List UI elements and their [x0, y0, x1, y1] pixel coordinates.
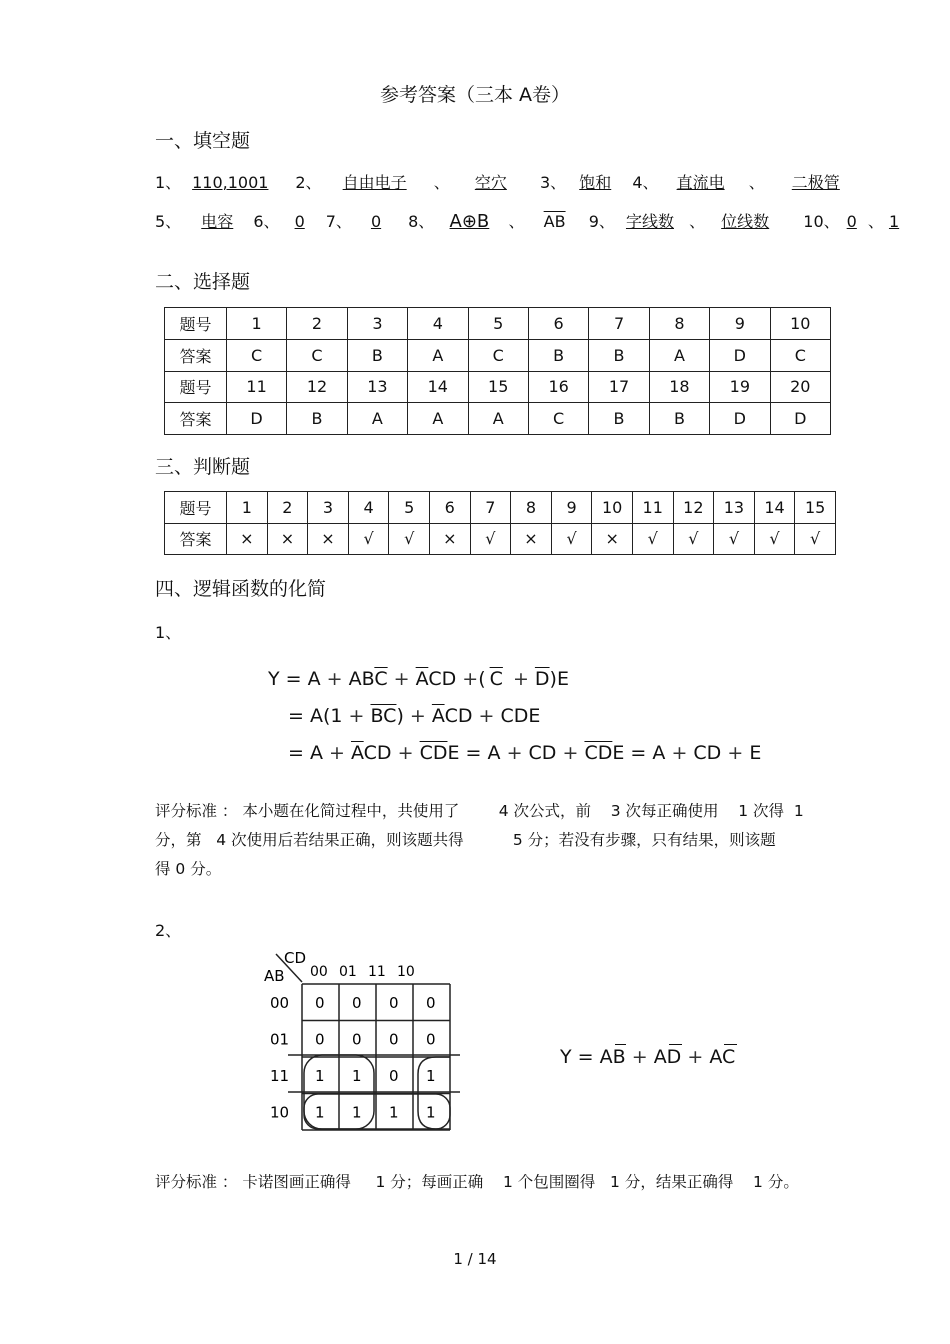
kmap-cell: 1: [352, 1103, 362, 1122]
table-cell: 11: [632, 492, 673, 524]
table-cell: A: [408, 339, 468, 371]
table-cell: 20: [770, 371, 830, 403]
table-cell: ×: [592, 523, 633, 555]
kmap-row-label: 01: [270, 1030, 290, 1049]
fill-num-9: 9、: [588, 212, 615, 231]
result-term-1: AB: [599, 1046, 626, 1068]
kmap-row-var: AB: [264, 967, 285, 985]
result-symbol: +: [631, 1046, 648, 1068]
eq-symbol: =: [288, 705, 304, 727]
eq-symbol: CD: [428, 668, 457, 690]
eq-symbol: $\overline{A}$: [431, 705, 445, 727]
kmap-row-label: 11: [270, 1067, 290, 1085]
table-cell: 14: [408, 371, 468, 403]
table-cell: 6: [528, 308, 588, 340]
table-cell: 11: [226, 371, 286, 403]
table-cell: D: [710, 403, 770, 435]
eq-symbol: $\overline{CD}$: [419, 742, 448, 764]
eq-symbol: +: [329, 742, 345, 764]
table-cell: 18: [649, 371, 709, 403]
fill-num-4: 4、: [632, 173, 659, 192]
kmap-col-label: 11: [368, 964, 386, 980]
fill-num-6: 6、: [253, 212, 280, 231]
eq-symbol: CD: [693, 742, 722, 764]
result-term-2: AD: [653, 1046, 682, 1068]
table-cell: ×: [511, 523, 552, 555]
table-cell: 4: [408, 308, 468, 340]
section-simplify-heading: 四、逻辑函数的化简: [155, 578, 327, 600]
fill-answer-8b: $\overline{AB}$: [543, 212, 566, 231]
table-cell: 10: [770, 308, 830, 340]
eq-symbol: A: [487, 742, 501, 764]
kmap-col-label: 10: [397, 964, 415, 980]
fill-sep-10: 、: [867, 212, 884, 231]
eq-symbol: $\overline{D}$: [534, 668, 550, 690]
table-cell: 14: [754, 492, 795, 524]
judge-table-row: [165, 492, 836, 524]
table-cell: 13: [714, 492, 755, 524]
table-cell: √: [795, 523, 836, 555]
choice-table-row: [165, 339, 831, 371]
fill-sep-4: 、: [748, 173, 765, 192]
page-number: 1 / 14: [453, 1250, 497, 1268]
section-choice-heading: 二、选择题: [155, 271, 251, 293]
overbar-d: [669, 1044, 682, 1045]
fill-num-8: 8、: [408, 212, 435, 231]
table-cell: C: [528, 403, 588, 435]
grading-line: 评分标准 ： 本小题在化简过程中，共使用了 4 次公式，前 3 次每正确使用 1 次得 1: [155, 802, 804, 820]
table-cell: 8: [649, 308, 709, 340]
kmap-cell: 1: [315, 1067, 325, 1085]
judge-table: [164, 491, 836, 555]
table-cell: √: [348, 523, 389, 555]
fill-num-3: 3、: [539, 173, 567, 192]
section-judge-heading: 三、判断题: [155, 456, 251, 478]
eq-symbol: +: [506, 742, 523, 764]
fill-answer-2a: 自由电子: [342, 173, 407, 192]
kmap-cell: 1: [315, 1103, 325, 1122]
fill-line-2: [155, 209, 899, 231]
table-cell: B: [347, 339, 407, 371]
kmap-row-label: 10: [270, 1103, 290, 1122]
eq-symbol: +: [409, 705, 426, 727]
table-cell: A: [649, 339, 709, 371]
overbar-c: [724, 1044, 737, 1045]
grading-text-1: [155, 797, 804, 884]
table-row-header: 答案: [165, 403, 227, 435]
eq-symbol: E: [612, 742, 625, 764]
table-cell: B: [589, 339, 649, 371]
eq-symbol: ): [396, 705, 404, 727]
eq-symbol: (: [478, 668, 486, 690]
eq-symbol: =: [288, 742, 304, 764]
eq-symbol: $\overline{C}$: [374, 668, 388, 690]
eq-symbol: +: [512, 668, 529, 690]
eq-symbol: A(1: [309, 705, 343, 727]
result-symbol: =: [577, 1046, 594, 1068]
table-cell: A: [468, 403, 528, 435]
table-cell: B: [287, 403, 347, 435]
kmap-cell: 1: [352, 1067, 362, 1085]
kmap-cell: 0: [315, 994, 325, 1012]
table-cell: D: [226, 403, 286, 435]
result-term-3: AC: [709, 1046, 736, 1068]
karnaugh-map: [258, 944, 478, 1139]
fill-answer-9b: 位线数: [721, 212, 770, 231]
fill-num-7: 7、: [325, 212, 352, 231]
eq-symbol: +: [727, 742, 744, 764]
eq-symbol: =: [285, 668, 302, 690]
kmap-cell: 0: [389, 994, 399, 1012]
table-cell: 2: [267, 492, 308, 524]
table-cell: √: [714, 523, 755, 555]
eq-symbol: AB: [348, 668, 375, 690]
table-cell: C: [226, 339, 286, 371]
table-cell: ×: [429, 523, 470, 555]
table-cell: B: [528, 339, 588, 371]
eq-symbol: $\overline{C}$: [489, 668, 503, 690]
eq-symbol: CDE: [500, 705, 541, 727]
eq-symbol: A: [652, 742, 666, 764]
kmap-cell: 1: [426, 1103, 436, 1122]
fill-answer-6: 0: [294, 212, 305, 231]
choice-table-row: [165, 371, 831, 403]
table-cell: ×: [308, 523, 349, 555]
eq-symbol: $\overline{CD}$: [584, 742, 613, 764]
eq-symbol: CD: [363, 742, 392, 764]
table-cell: 1: [226, 308, 286, 340]
table-cell: 5: [468, 308, 528, 340]
section-fill-heading: 一、填空题: [155, 130, 251, 152]
fill-num-10: 10、: [803, 212, 840, 231]
eq-symbol: Y: [268, 668, 280, 690]
table-cell: √: [551, 523, 592, 555]
table-cell: D: [770, 403, 830, 435]
fill-sep-9: 、: [689, 212, 706, 231]
table-cell: B: [649, 403, 709, 435]
table-cell: 19: [710, 371, 770, 403]
fill-answer-3: 饱和: [579, 173, 612, 192]
table-cell: √: [389, 523, 430, 555]
fill-line-1: [155, 170, 854, 192]
table-cell: √: [470, 523, 511, 555]
eq-symbol: E: [556, 668, 569, 690]
table-cell: ×: [227, 523, 268, 555]
grading-text-2: 评分标准 ： 卡诺图画正确得 1 分；每画正确 1 个包围圈得 1 分，结果正确得 1 分。: [155, 1173, 799, 1191]
kmap-cell: 1: [389, 1103, 399, 1122]
kmap-cell: 0: [426, 1030, 436, 1049]
table-cell: D: [710, 339, 770, 371]
choice-table-row: [165, 403, 831, 435]
table-cell: 1: [227, 492, 268, 524]
page-title: 参考答案（三本 A卷）: [379, 84, 571, 106]
kmap-cell: 0: [389, 1067, 399, 1085]
table-cell: 10: [592, 492, 633, 524]
fill-sep-8: 、: [508, 212, 525, 231]
fill-answer-2b: 空穴: [474, 173, 507, 192]
table-cell: 6: [429, 492, 470, 524]
table-cell: √: [754, 523, 795, 555]
table-cell: 7: [589, 308, 649, 340]
fill-answer-1: 110,1001: [192, 173, 269, 192]
kmap-cell: 0: [352, 994, 362, 1012]
fill-answer-10a: 0: [846, 212, 857, 231]
eq-symbol: $\overline{BC}$: [370, 705, 397, 727]
table-cell: √: [673, 523, 714, 555]
table-cell: 2: [287, 308, 347, 340]
table-row-header: 答案: [165, 339, 227, 371]
kmap-cell: 0: [426, 994, 436, 1012]
equation-line-2: [288, 705, 540, 727]
grading-line: 分，第 4 次使用后若结果正确，则该题共得 5 分；若没有步骤，只有结果，则该题: [155, 831, 776, 849]
table-cell: 16: [528, 371, 588, 403]
table-cell: 4: [348, 492, 389, 524]
eq-symbol: A: [309, 742, 323, 764]
kmap-cell: 1: [426, 1067, 436, 1085]
equation-line-1: [268, 668, 569, 690]
eq-symbol: CD: [444, 705, 473, 727]
table-cell: 12: [287, 371, 347, 403]
fill-answer-8a: A⊕B: [449, 211, 490, 232]
eq-symbol: +: [348, 705, 365, 727]
result-symbol: +: [687, 1046, 704, 1068]
fill-answer-9a: 字线数: [625, 212, 674, 231]
table-cell: 17: [589, 371, 649, 403]
eq-symbol: E: [749, 742, 762, 764]
eq-symbol: =: [630, 742, 647, 764]
fill-sep-2: 、: [433, 173, 450, 192]
table-cell: C: [468, 339, 528, 371]
fill-answer-5: 电容: [201, 212, 234, 231]
choice-table-row: [165, 308, 831, 340]
table-cell: 9: [710, 308, 770, 340]
table-row-header: 题号: [165, 308, 227, 340]
equation-line-3: [288, 742, 761, 764]
result-symbol: Y: [560, 1046, 572, 1068]
table-cell: C: [287, 339, 347, 371]
eq-symbol: +: [478, 705, 495, 727]
fill-answer-7: 0: [370, 212, 382, 231]
eq-symbol: +: [462, 668, 479, 690]
eq-symbol: ): [549, 668, 557, 690]
fill-answer-4b: 二极管: [791, 173, 840, 192]
table-cell: 12: [673, 492, 714, 524]
table-cell: 15: [795, 492, 836, 524]
eq-symbol: +: [671, 742, 688, 764]
eq-symbol: =: [465, 742, 482, 764]
kmap-cell: 0: [389, 1030, 399, 1049]
eq-symbol: CD: [528, 742, 557, 764]
table-cell: A: [347, 403, 407, 435]
table-cell: A: [408, 403, 468, 435]
eq-symbol: A: [307, 668, 321, 690]
table-row-header: 题号: [165, 371, 227, 403]
eq-symbol: +: [326, 668, 343, 690]
eq-symbol: E: [447, 742, 460, 764]
eq-symbol: $\overline{A}$: [350, 742, 364, 764]
table-cell: 8: [511, 492, 552, 524]
table-row-header: 答案: [165, 523, 227, 555]
judge-table-row: [165, 523, 836, 555]
table-cell: 9: [551, 492, 592, 524]
question-1-label: 1、: [155, 623, 182, 642]
table-cell: 5: [389, 492, 430, 524]
fill-num-1: 1、: [155, 173, 182, 192]
fill-num-5: 5、: [155, 212, 182, 231]
table-row-header: 题号: [165, 492, 227, 524]
kmap-row-label: 00: [270, 994, 290, 1012]
choice-table: [164, 307, 831, 435]
table-cell: 3: [308, 492, 349, 524]
kmap-col-label: 00: [310, 964, 328, 980]
table-cell: 3: [347, 308, 407, 340]
grading-line: 得 0 分。: [155, 860, 222, 878]
table-cell: B: [589, 403, 649, 435]
table-cell: C: [770, 339, 830, 371]
eq-symbol: +: [397, 742, 414, 764]
kmap-result: [560, 1046, 735, 1068]
table-cell: √: [632, 523, 673, 555]
kmap-col-label: 01: [339, 964, 357, 980]
eq-symbol: $\overline{A}$: [415, 668, 429, 690]
kmap-cell: 0: [315, 1030, 325, 1049]
eq-symbol: +: [562, 742, 579, 764]
kmap-cell: 0: [352, 1030, 362, 1049]
table-cell: 15: [468, 371, 528, 403]
table-cell: ×: [267, 523, 308, 555]
fill-answer-10b: 1: [888, 212, 900, 231]
question-2-label: 2、: [155, 921, 182, 940]
kmap-col-var: CD: [284, 949, 307, 967]
fill-answer-4a: 直流电: [676, 173, 725, 192]
eq-symbol: +: [393, 668, 410, 690]
overbar-b: [615, 1044, 626, 1045]
table-cell: 13: [347, 371, 407, 403]
table-cell: 7: [470, 492, 511, 524]
fill-num-2: 2、: [295, 173, 322, 192]
